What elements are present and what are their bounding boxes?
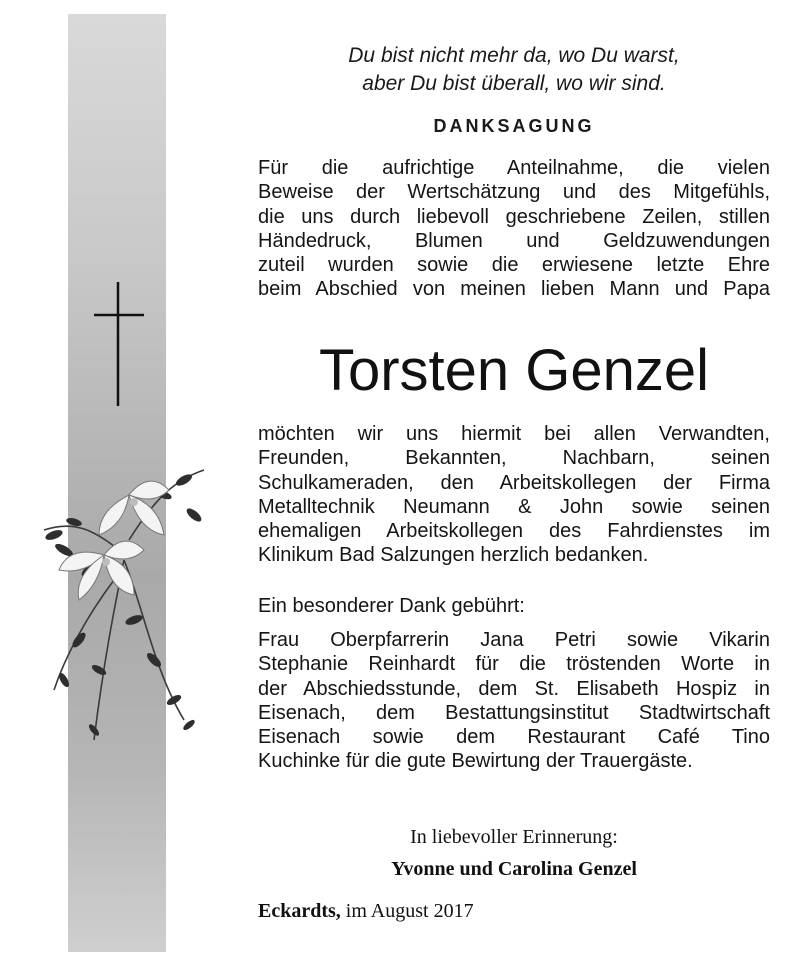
intro-line: zuteil wurden sowie die erwiesene letzte Ehre [258,254,770,277]
motto-line-2: aber Du bist überall, wo wir sind. [362,72,666,95]
special-thanks-intro [258,594,770,618]
intro-paragraph [258,156,770,302]
thanks-line: Metalltechnik Neumann & John sowie seinen [258,495,770,518]
special-line: Stephanie Reinhardt für die tröstenden Worte in [258,653,770,676]
special-thanks-intro-text: Ein besonderer Dank gebührt: [258,595,525,617]
closing-remembrance: In liebevoller Erinnerung: [410,826,618,848]
thanks-line: Klinikum Bad Salzungen herzlich bedanken. [258,544,649,567]
place-name: Eckardts, [258,900,341,922]
flower-bouquet-image [34,440,209,770]
special-line: Kuchinke für die gute Bewirtung der Trauergäste. [258,750,693,773]
place-and-date [258,900,770,923]
thanks-paragraph [258,422,770,568]
intro-line: beim Abschied von meinen lieben Mann und Papa [258,278,770,301]
deceased-name: Torsten Genzel [318,338,710,403]
motto-quote [258,42,770,98]
special-thanks-paragraph [258,628,770,774]
cross-icon [94,282,144,406]
intro-line: Beweise der Wertschätzung und des Mitgefühls, [258,181,770,204]
intro-line: die uns durch liebevoll geschriebene Zeilen, stillen [258,205,770,228]
signers-names: Yvonne und Carolina Genzel [391,858,637,880]
thanks-line: möchten wir uns hiermit bei allen Verwandten, [258,423,770,445]
special-line: Eisenach, dem Bestattungsinstitut Stadtwirtschaft [258,701,770,724]
thanks-line: Freunden, Bekannten, Nachbarn, seinen [258,447,770,470]
special-line: Frau Oberpfarrerin Jana Petri sowie Vikarin [258,629,770,651]
special-line: Eisenach sowie dem Restaurant Café Tino [258,726,770,749]
thanks-line: ehemaligen Arbeitskollegen des Fahrdienstes im [258,520,770,543]
thanks-line: Schulkameraden, den Arbeitskollegen der Firma [258,471,770,494]
intro-line: Händedruck, Blumen und Geldzuwendungen [258,229,770,252]
special-line: der Abschiedsstunde, dem St. Elisabeth Hospiz in [258,677,770,700]
date-text: im August 2017 [345,900,474,922]
heading-danksagung: DANKSAGUNG [433,116,595,136]
motto-line-1: Du bist nicht mehr da, wo Du warst, [348,44,680,67]
intro-line: Für die aufrichtige Anteilnahme, die vielen [258,157,770,179]
